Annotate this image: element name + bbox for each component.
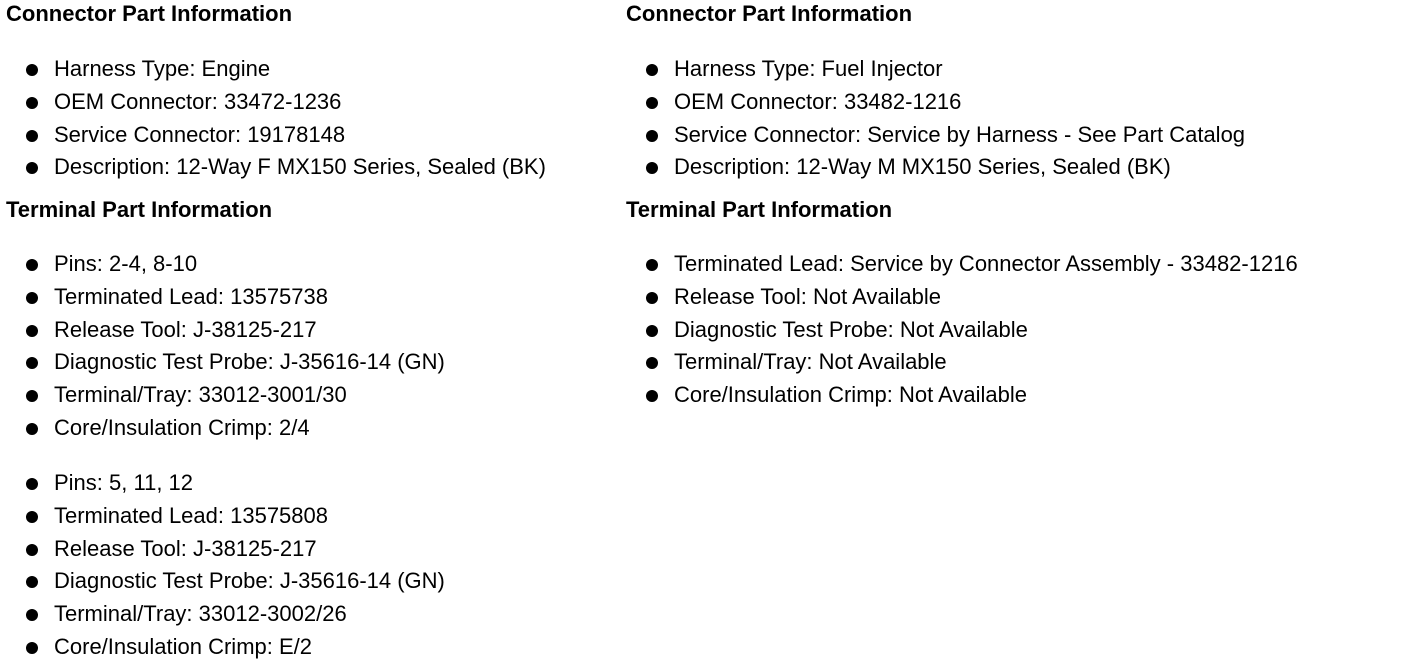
terminal-heading-right: Terminal Part Information [626, 197, 893, 222]
bullet-icon [26, 130, 38, 142]
bullet-icon [26, 544, 38, 556]
bullet-icon [646, 259, 658, 271]
bullet-icon [646, 130, 658, 142]
list-item: Core/Insulation Crimp: Not Available [626, 379, 1298, 412]
list-item: Terminated Lead: 13575738 [6, 281, 445, 314]
list-item: Core/Insulation Crimp: E/2 [6, 631, 445, 664]
list-item: Terminal/Tray: 33012-3001/30 [6, 379, 445, 412]
terminal-list-left-1 [6, 248, 445, 445]
bullet-icon [26, 423, 38, 435]
bullet-icon [646, 292, 658, 304]
bullet-icon [26, 609, 38, 621]
connector-heading-right: Connector Part Information [626, 1, 913, 26]
list-item: Release Tool: Not Available [626, 281, 1298, 314]
terminal-list-left-2 [6, 467, 445, 664]
bullet-icon [26, 325, 38, 337]
bullet-icon [26, 478, 38, 490]
list-item: Service Connector: Service by Harness - See Part Catalog [626, 119, 1245, 152]
list-item: OEM Connector: 33482-1216 [626, 86, 1245, 119]
list-item: Harness Type: Engine [6, 53, 546, 86]
list-item: Terminated Lead: Service by Connector Assembly - 33482-1216 [626, 248, 1298, 281]
bullet-icon [26, 642, 38, 654]
list-item: Terminal/Tray: Not Available [626, 346, 1298, 379]
list-item: Description: 12-Way F MX150 Series, Sealed (BK) [6, 151, 546, 184]
list-item: Release Tool: J-38125-217 [6, 533, 445, 566]
bullet-icon [26, 576, 38, 588]
bullet-icon [26, 390, 38, 402]
terminal-list-right [626, 248, 1298, 412]
list-item: Release Tool: J-38125-217 [6, 314, 445, 347]
bullet-icon [646, 357, 658, 369]
list-item: Diagnostic Test Probe: J-35616-14 (GN) [6, 346, 445, 379]
connector-list-left [6, 53, 546, 184]
list-item: Terminated Lead: 13575808 [6, 500, 445, 533]
list-item: Service Connector: 19178148 [6, 119, 546, 152]
bullet-icon [26, 357, 38, 369]
bullet-icon [26, 97, 38, 109]
bullet-icon [646, 390, 658, 402]
bullet-icon [26, 259, 38, 271]
connector-list-right [626, 53, 1245, 184]
bullet-icon [646, 64, 658, 76]
bullet-icon [26, 162, 38, 174]
bullet-icon [646, 162, 658, 174]
bullet-icon [26, 64, 38, 76]
bullet-icon [646, 97, 658, 109]
connector-heading-left: Connector Part Information [6, 1, 293, 26]
list-item: Description: 12-Way M MX150 Series, Sealed (BK) [626, 151, 1245, 184]
list-item: Pins: 2-4, 8-10 [6, 248, 445, 281]
bullet-icon [26, 292, 38, 304]
list-item: Diagnostic Test Probe: J-35616-14 (GN) [6, 565, 445, 598]
list-item: Pins: 5, 11, 12 [6, 467, 445, 500]
list-item: OEM Connector: 33472-1236 [6, 86, 546, 119]
list-item: Diagnostic Test Probe: Not Available [626, 314, 1298, 347]
list-item: Harness Type: Fuel Injector [626, 53, 1245, 86]
terminal-heading-left: Terminal Part Information [6, 197, 273, 222]
bullet-icon [26, 511, 38, 523]
bullet-icon [646, 325, 658, 337]
list-item: Terminal/Tray: 33012-3002/26 [6, 598, 445, 631]
list-item: Core/Insulation Crimp: 2/4 [6, 412, 445, 445]
